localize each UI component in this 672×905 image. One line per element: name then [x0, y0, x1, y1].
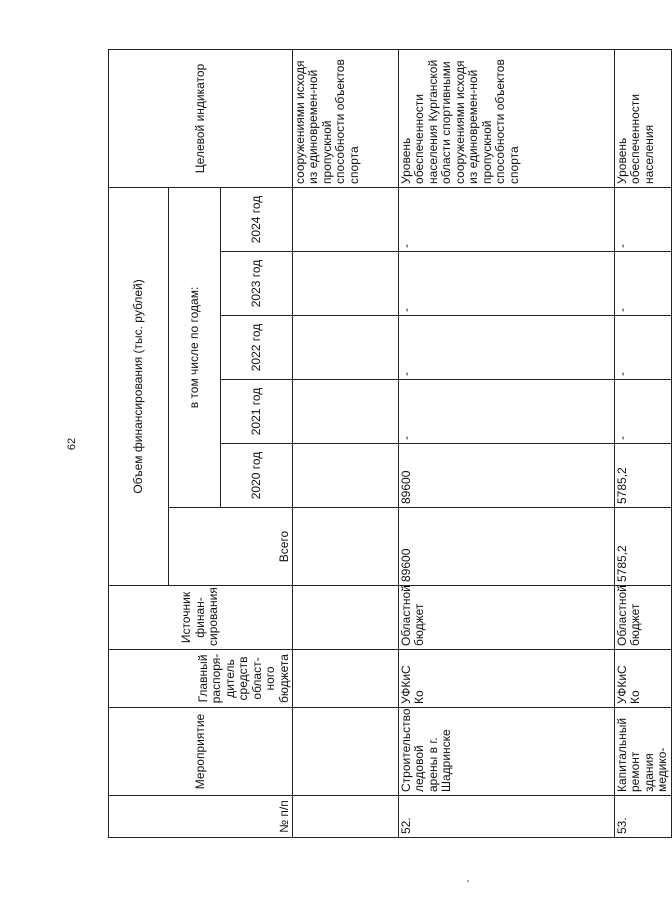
cell-responsible: УФКиС Ко	[399, 650, 615, 708]
cell-year-2022: -	[399, 316, 615, 380]
cell-year-2021	[293, 380, 399, 444]
header-funding-group: Объем финансирования (тыс. рублей)	[109, 187, 169, 585]
header-year-2021: 2021 год	[221, 380, 293, 444]
cell-num: 53.	[615, 796, 672, 838]
cell-year-2020: 89600	[399, 444, 615, 508]
cell-source	[293, 586, 399, 650]
header-event: Мероприятие	[109, 708, 293, 796]
scan-speck	[467, 880, 469, 882]
cell-responsible	[293, 650, 399, 708]
cell-year-2024: -	[399, 187, 615, 251]
cell-year-2024: -	[615, 187, 672, 251]
cell-event: Капитальный ремонт здания медико-	[615, 708, 672, 796]
funding-table-frame	[108, 50, 670, 838]
header-responsible: Главный распоря-дитель средств област-ного бюджета	[109, 650, 293, 708]
cell-source: Областной бюджет	[399, 586, 615, 650]
cell-year-2021: -	[399, 380, 615, 444]
cell-year-2024	[293, 187, 399, 251]
cell-year-2023	[293, 252, 399, 316]
cell-event: Строительство ледовой арены в г. Шадринске	[399, 708, 615, 796]
table-row	[399, 49, 615, 837]
cell-total: 5785,2	[615, 508, 672, 586]
cell-year-2021: -	[615, 380, 672, 444]
cell-year-2022: -	[615, 316, 672, 380]
header-year-2020: 2020 год	[221, 444, 293, 508]
funding-table	[108, 49, 672, 838]
cell-year-2020: 5785,2	[615, 444, 672, 508]
cell-num	[293, 796, 399, 838]
cell-year-2023: -	[399, 252, 615, 316]
header-by-years: в том числе по годам:	[169, 187, 221, 507]
cell-total: 89600	[399, 508, 615, 586]
header-source: Источник финан-сирования	[109, 586, 293, 650]
cell-source: Областной бюджет	[615, 586, 672, 650]
header-year-2024: 2024 год	[221, 187, 293, 251]
header-num: № п/п	[109, 796, 293, 838]
header-total: Всего	[169, 508, 293, 586]
cell-year-2020	[293, 444, 399, 508]
cell-target: сооружениями исходя из единовремен-ной пропускной способности объектов спорта	[293, 49, 399, 187]
cell-target: Уровень обеспеченности населения	[615, 49, 672, 187]
cell-total	[293, 508, 399, 586]
page-number: 62	[66, 437, 78, 451]
header-year-2022: 2022 год	[221, 316, 293, 380]
table-row	[293, 49, 399, 837]
header-year-2023: 2023 год	[221, 252, 293, 316]
cell-event	[293, 708, 399, 796]
cell-year-2023: -	[615, 252, 672, 316]
cell-num: 52.	[399, 796, 615, 838]
header-target: Целевой индикатор	[109, 49, 293, 187]
cell-year-2022	[293, 316, 399, 380]
cell-responsible: УФКиС Ко	[615, 650, 672, 708]
cell-target: Уровень обеспеченности населения Курганской области спортивными сооружениями исходя из единовремен-ной пропускной способности объектов спорта	[399, 49, 615, 187]
table-row	[615, 49, 672, 837]
